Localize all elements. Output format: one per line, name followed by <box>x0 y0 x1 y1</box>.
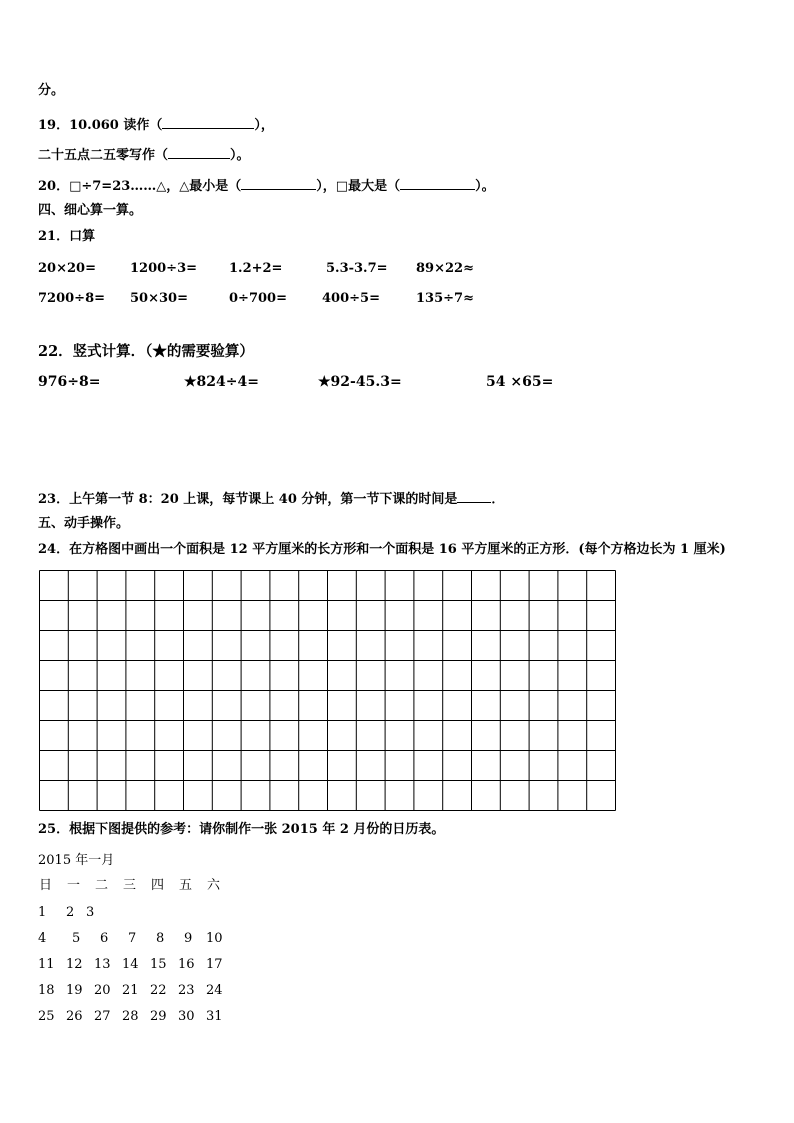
calendar-day: 4 <box>38 931 47 946</box>
q22-item: 976÷8= <box>38 374 101 390</box>
calendar-day: 12 <box>66 957 83 972</box>
calendar-day: 7 <box>128 931 137 946</box>
q20-max-blank[interactable] <box>400 177 475 190</box>
q20-part3: ）。 <box>475 179 495 194</box>
q22-title: 22．竖式计算．（★的需要验算） <box>38 343 254 360</box>
calendar-day: 6 <box>100 931 109 946</box>
calendar-day: 15 <box>150 957 167 972</box>
calendar-day: 5 <box>72 931 81 946</box>
calendar-day: 29 <box>150 1009 167 1024</box>
q23-answer-blank[interactable] <box>457 490 491 503</box>
calendar-day: 11 <box>38 957 55 972</box>
q21-row1-item: 1200÷3= <box>130 261 198 276</box>
q20-part2: ），□最大是（ <box>316 179 401 194</box>
calendar-day: 28 <box>122 1009 139 1024</box>
q21-row2-item: 50×30= <box>130 291 188 306</box>
calendar-weekday: 日 <box>39 878 53 893</box>
q21-row2-item: 0÷700= <box>229 291 287 306</box>
q19-line2 <box>38 146 250 164</box>
calendar-day: 17 <box>206 957 223 972</box>
q19-line2-suffix: ）。 <box>230 148 250 163</box>
calendar-day: 2 <box>66 905 75 920</box>
calendar-weekday: 四 <box>151 878 165 893</box>
q21-row1-item: 89×22≈ <box>416 261 474 276</box>
calendar-weekday: 一 <box>67 878 81 893</box>
calendar-day: 18 <box>38 983 55 998</box>
calendar-day: 8 <box>156 931 165 946</box>
calendar-day: 20 <box>94 983 111 998</box>
square-grid[interactable] <box>39 570 619 812</box>
calendar-day: 23 <box>178 983 195 998</box>
q23-end: ． <box>491 492 505 507</box>
q20-line <box>38 177 495 195</box>
calendar-day: 10 <box>206 931 223 946</box>
q21-row2-item: 7200÷8= <box>38 291 106 306</box>
calendar-day: 26 <box>66 1009 83 1024</box>
calendar-day: 13 <box>94 957 111 972</box>
q21-row2-item: 400÷5= <box>322 291 380 306</box>
calendar-title: 2015 年一月 <box>38 853 115 868</box>
calendar-day: 16 <box>178 957 195 972</box>
section-4-heading: 四、细心算一算。 <box>38 203 143 218</box>
q22-item: 54 ×65= <box>486 374 554 390</box>
calendar-weekday: 二 <box>95 878 109 893</box>
q19-writing-blank[interactable] <box>168 146 230 159</box>
calendar-day: 1 <box>38 905 47 920</box>
q23-line <box>38 490 504 508</box>
q19-line2-prefix: 二十五点二五零写作（ <box>38 148 169 163</box>
q19-line1-suffix: ）， <box>254 118 274 133</box>
calendar-weekday: 三 <box>123 878 137 893</box>
calendar-day: 9 <box>184 931 193 946</box>
calendar-day: 25 <box>38 1009 55 1024</box>
q19-line1-prefix: 19．10.060 读作（ <box>38 118 163 133</box>
q18-tail-text: 分。 <box>38 83 65 98</box>
calendar-day: 14 <box>122 957 139 972</box>
calendar-day: 22 <box>150 983 167 998</box>
calendar-day: 3 <box>86 905 95 920</box>
calendar-weekday: 六 <box>207 878 221 893</box>
q23-text: 23．上午第一节 8：20 上课，每节课上 40 分钟，第一节下课的时间是 <box>38 492 458 507</box>
q21-row1-item: 5.3-3.7= <box>326 261 388 276</box>
calendar-day: 30 <box>178 1009 195 1024</box>
q22-item: ★824÷4= <box>184 374 259 390</box>
q24-text: 24．在方格图中画出一个面积是 12 平方厘米的长方形和一个面积是 16 平方厘米的正方形．(每个方格边长为 1 厘米) <box>38 542 726 557</box>
q19-reading-blank[interactable] <box>162 116 254 129</box>
q21-row2-item: 135÷7≈ <box>416 291 474 306</box>
calendar-day: 31 <box>206 1009 223 1024</box>
calendar-day: 19 <box>66 983 83 998</box>
q22-item: ★92-45.3= <box>318 374 402 390</box>
q21-row1-item: 1.2+2= <box>229 261 283 276</box>
q20-part1: 20．□÷7=23……△，△最小是（ <box>38 179 242 194</box>
q21-row1-item: 20×20= <box>38 261 96 276</box>
calendar-day: 21 <box>122 983 139 998</box>
q20-min-blank[interactable] <box>241 177 316 190</box>
calendar-day: 24 <box>206 983 223 998</box>
q21-title: 21．口算 <box>38 229 96 244</box>
section-5-heading: 五、动手操作。 <box>38 516 130 531</box>
q25-text: 25．根据下图提供的参考：请你制作一张 2015 年 2 月份的日历表。 <box>38 822 445 837</box>
q19-line1 <box>38 116 274 134</box>
calendar-day: 27 <box>94 1009 111 1024</box>
calendar-weekday: 五 <box>179 878 193 893</box>
